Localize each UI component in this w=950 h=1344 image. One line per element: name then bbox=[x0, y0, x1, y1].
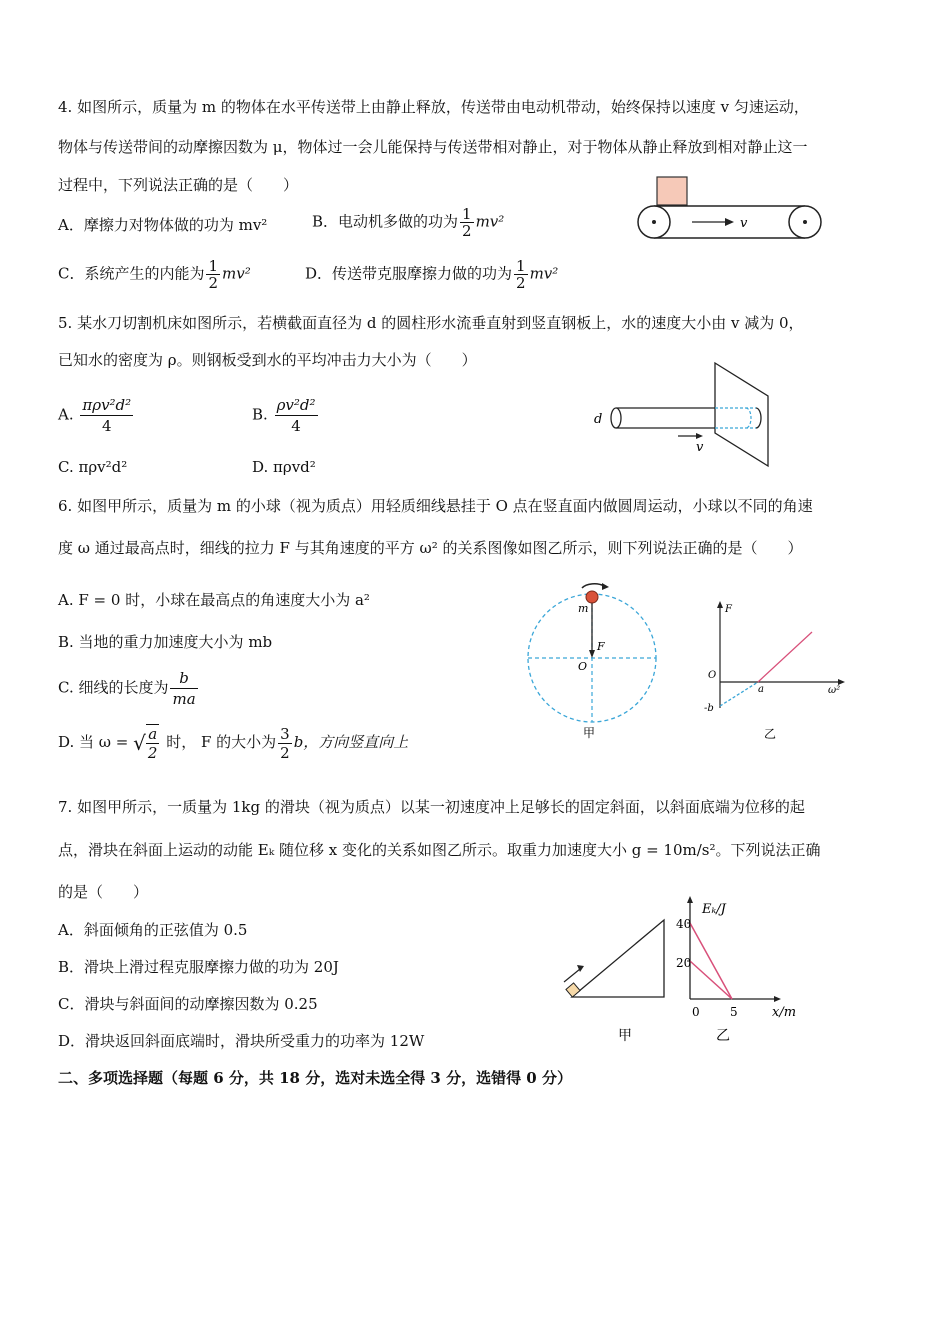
force-label: F bbox=[597, 640, 605, 653]
y-axis-label: F bbox=[725, 604, 732, 615]
section-heading: 二、多项选择题（每题 6 分，共 18 分，选对未选全得 3 分，选错得 0 分） bbox=[58, 1069, 572, 1087]
incline bbox=[572, 920, 664, 997]
diameter-label: d bbox=[594, 412, 603, 427]
q4-option-a: A．摩擦力对物体做的功为 mv² bbox=[58, 216, 268, 234]
water-jet-figure bbox=[588, 358, 788, 468]
q6-option-c-text: C. 细线的长度为 bbox=[58, 678, 169, 697]
q5-stem-line1: 5. 某水刀切割机床如图所示，若横截面直径为 d 的圆柱形水流垂直射到竖直钢板上，水的速度大小由 v 减为 0， bbox=[58, 314, 804, 332]
arrow-right-icon bbox=[696, 433, 703, 439]
q6-stem-line2: 度 ω 通过最高点时，细线的拉力 F 与其角速度的平方 ω² 的关系图像如图乙所示，则下列说法正确的是（ ） bbox=[58, 539, 803, 557]
y-axis-label: Eₖ/J bbox=[702, 902, 726, 917]
q4-option-c bbox=[58, 258, 251, 291]
force-omega-graph bbox=[700, 598, 850, 743]
tick-label-40: 40 bbox=[676, 917, 692, 931]
arrow-right-icon bbox=[774, 996, 781, 1002]
figure-caption: 甲 bbox=[618, 1028, 632, 1044]
fraction-numerator: 3 bbox=[280, 724, 290, 743]
rotation-arrow-icon bbox=[602, 583, 609, 590]
fraction-denominator: 4 bbox=[102, 417, 112, 435]
q6-option-d bbox=[58, 724, 408, 762]
figure-caption: 乙 bbox=[716, 1028, 730, 1044]
fraction-numerator: 1 bbox=[462, 205, 472, 223]
incline-figure bbox=[558, 912, 673, 1047]
fraction-denominator: 2 bbox=[147, 744, 158, 762]
fraction-numerator: 1 bbox=[208, 257, 219, 275]
sqrt-icon: √ bbox=[133, 731, 146, 755]
q4-mv2: mv² bbox=[475, 212, 505, 231]
q6-option-d-text: D. 当 ω = bbox=[58, 733, 134, 751]
chart-plot-area bbox=[687, 923, 732, 999]
q7-option-a: A．斜面倾角的正弦值为 0.5 bbox=[58, 921, 248, 939]
intercept-b-label: -b bbox=[704, 703, 714, 714]
option-label: B. bbox=[252, 405, 268, 424]
kinetic-energy-graph bbox=[676, 895, 811, 1050]
origin-label: O bbox=[708, 670, 717, 681]
fraction-numerator: a bbox=[146, 725, 160, 744]
q6-option-b: B. 当地的重力加速度大小为 mb bbox=[58, 633, 273, 651]
q5-option-d: D. πρvd² bbox=[252, 458, 316, 476]
q6-option-d-mid: 时， F 的大小为 bbox=[161, 733, 277, 751]
q4-stem-line1: 4. 如图所示，质量为 m 的物体在水平传送带上由静止释放，传送带由电动机带动，始终保持以速度 v 匀速运动， bbox=[58, 98, 809, 116]
x-axis-label: x/m bbox=[772, 1005, 797, 1020]
arrow-right-icon bbox=[725, 218, 734, 226]
q5-option-c: C. πρv²d² bbox=[58, 458, 128, 476]
q7-option-d: D．滑块返回斜面底端时，滑块所受重力的功率为 12W bbox=[58, 1032, 425, 1050]
figure-caption: 甲 bbox=[583, 726, 596, 740]
q4-stem-line2: 物体与传送带间的动摩擦因数为 μ，物体过一会儿能保持与传送带相对静止，对于物体从静止释放到相对静止这一 bbox=[58, 138, 808, 156]
fraction-numerator: b bbox=[170, 668, 197, 689]
fraction-numerator: 1 bbox=[516, 257, 526, 275]
fraction-numerator: ρv²d² bbox=[276, 396, 316, 414]
conveyor-belt-figure bbox=[630, 172, 830, 244]
arrow-up-icon bbox=[717, 601, 723, 608]
q7-option-b: B．滑块上滑过程克服摩擦力做的功为 20J bbox=[58, 958, 339, 976]
tick-label-0: 0 bbox=[692, 1005, 700, 1019]
fraction-denominator: 2 bbox=[516, 274, 526, 292]
circular-motion-figure bbox=[520, 580, 665, 740]
q7-stem-line2: 点，滑块在斜面上运动的动能 Eₖ 随位移 x 变化的关系如图乙所示。取重力加速度大小 g = 10m/s²。下列说法正确 bbox=[58, 841, 821, 859]
x-axis-label: ω² bbox=[828, 685, 841, 696]
ek-line-up bbox=[690, 923, 732, 999]
fraction-numerator: πρv²d² bbox=[82, 396, 132, 414]
q7-stem-line3: 的是（ ） bbox=[58, 883, 149, 901]
fraction-denominator: ma bbox=[172, 690, 196, 708]
q4-option-b-text: B．电动机多做的功为 bbox=[312, 212, 459, 231]
fraction-denominator: 2 bbox=[280, 743, 290, 762]
ek-line-down bbox=[690, 961, 732, 999]
q6-option-c bbox=[58, 668, 200, 709]
q4-option-b bbox=[312, 206, 504, 239]
option-label: A. bbox=[58, 405, 74, 424]
figure-caption: 乙 bbox=[764, 727, 777, 741]
block bbox=[657, 177, 687, 205]
mass-label: m bbox=[578, 602, 589, 615]
q4-option-d-text: D．传送带克服摩擦力做的功为 bbox=[305, 264, 513, 283]
q7-option-c: C．滑块与斜面间的动摩擦因数为 0.25 bbox=[58, 995, 318, 1013]
q6-option-a: A. F = 0 时，小球在最高点的角速度大小为 a² bbox=[58, 591, 370, 609]
q5-option-b bbox=[252, 395, 320, 436]
tick-label-5: 5 bbox=[730, 1005, 738, 1019]
velocity-label: v bbox=[696, 440, 704, 455]
q4-mv2: mv² bbox=[529, 264, 559, 283]
tick-label-20: 20 bbox=[676, 956, 692, 970]
q7-stem-line1: 7. 如图甲所示，一质量为 1kg 的滑块（视为质点）以某一初速度冲上足够长的固定斜面，以斜面底端为位移的起 bbox=[58, 798, 805, 816]
q4-mv2: mv² bbox=[222, 264, 251, 283]
q6-stem-line1: 6. 如图甲所示，质量为 m 的小球（视为质点）用轻质细线悬挂于 O 点在竖直面内做圆周运动，小球以不同的角速 bbox=[58, 497, 813, 515]
q5-option-a bbox=[58, 395, 135, 436]
intercept-a-label: a bbox=[758, 684, 764, 695]
fraction-denominator: 2 bbox=[208, 274, 219, 292]
q4-option-d bbox=[305, 258, 558, 291]
fraction-denominator: 4 bbox=[291, 417, 301, 435]
arrow-up-icon bbox=[687, 896, 693, 903]
fraction-denominator: 2 bbox=[462, 222, 472, 240]
q6-option-d-tail: b，方向竖直向上 bbox=[293, 733, 409, 751]
origin-label: O bbox=[578, 660, 588, 673]
arrow-down-icon bbox=[589, 650, 595, 658]
q4-option-c-text: C．系统产生的内能为 bbox=[58, 264, 205, 283]
q5-stem-line2: 已知水的密度为 ρ。则钢板受到水的平均冲击力大小为（ ） bbox=[58, 351, 477, 369]
q4-stem-line3: 过程中，下列说法正确的是（ ） bbox=[58, 176, 299, 194]
velocity-label: v bbox=[740, 216, 748, 231]
